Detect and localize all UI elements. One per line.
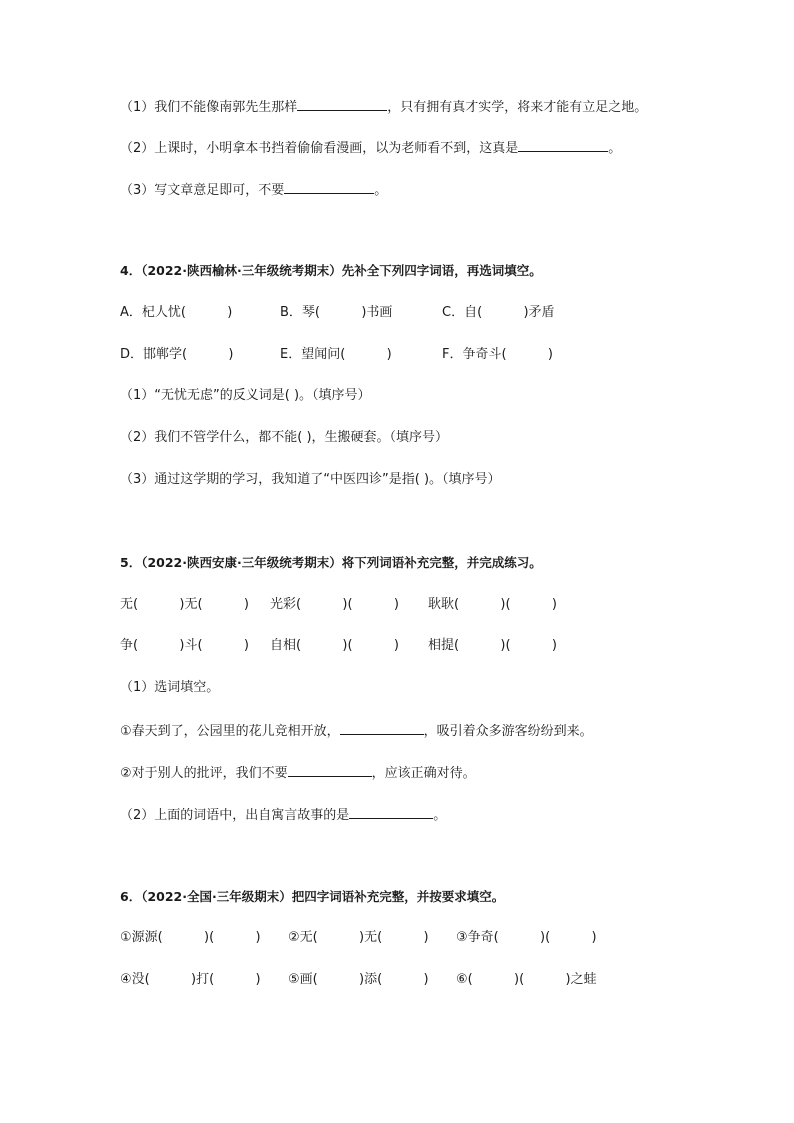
word-item: 自相( )( ) xyxy=(270,638,399,653)
q5-sub-2-text-b: 。 xyxy=(433,808,447,823)
q5-words-row-1 xyxy=(120,596,754,614)
q3-item-3-text-a: （3）写文章意足即可，不要 xyxy=(120,183,285,198)
q3-item-2-text-a: （2）上课时，小明拿本书挡着偷偷看漫画，以为老师看不到，这真是 xyxy=(120,141,519,156)
q4-sub-1: （1）“无忧无虑”的反义词是( )。（填序号） xyxy=(120,388,371,403)
q6-words-row-1 xyxy=(120,929,754,947)
q5-words-row-2 xyxy=(120,637,754,655)
answer-blank[interactable] xyxy=(349,805,433,819)
option-c: C．自( )矛盾 xyxy=(442,305,555,320)
q4-heading: 4．（2022·陕西榆林·三年级统考期末）先补全下列四字词语，再选词填空。 xyxy=(120,263,542,278)
q5-fill-2 xyxy=(120,763,754,783)
q5-fill-1-text-b: ，吸引着众多游客纷纷到来。 xyxy=(423,724,593,739)
q3-item-1-text-b: ，只有拥有真才实学，将来才能有立足之地。 xyxy=(387,100,648,115)
q3-item-2-text-b: 。 xyxy=(608,141,622,156)
answer-blank[interactable] xyxy=(340,721,424,735)
q5-fill-1 xyxy=(120,721,754,741)
q5-sub-2-text-a: （2）上面的词语中，出自寓言故事的是 xyxy=(120,808,350,823)
q4-options-row-2 xyxy=(120,346,754,364)
q5-sub-1: （1）选词填空。 xyxy=(120,680,220,695)
q5-fill-1-text-a: ①春天到了，公园里的花儿竞相开放， xyxy=(120,724,340,739)
word-item: ②无( )无( ) xyxy=(288,930,429,945)
word-item: 无( )无( ) xyxy=(120,597,249,612)
q6-heading: 6．（2022·全国·三年级期末）把四字词语补充完整，并按要求填空。 xyxy=(120,889,505,904)
answer-blank[interactable] xyxy=(288,763,372,777)
q3-item-3 xyxy=(120,180,754,200)
word-item: 耿耿( )( ) xyxy=(428,597,557,612)
answer-blank[interactable] xyxy=(284,180,374,194)
q4-sub-2: （2）我们不管学什么，都不能( )，生搬硬套。（填序号） xyxy=(120,430,449,445)
q5-fill-2-text-a: ②对于别人的批评，我们不要 xyxy=(120,766,288,781)
option-a: A．杞人忧( ) xyxy=(120,305,233,320)
word-item: 相提( )( ) xyxy=(428,638,557,653)
word-item: ⑤画( )添( ) xyxy=(288,972,429,987)
word-item: ④没( )打( ) xyxy=(120,972,261,987)
q6-words-row-2 xyxy=(120,971,754,989)
option-f: F．争奇斗( ) xyxy=(442,347,553,362)
q3-item-1 xyxy=(120,97,754,117)
word-item: 争( )斗( ) xyxy=(120,638,249,653)
option-b: B．琴( )书画 xyxy=(280,305,393,320)
word-item: 光彩( )( ) xyxy=(270,597,399,612)
answer-blank[interactable] xyxy=(518,138,608,152)
q5-heading: 5．（2022·陕西安康·三年级统考期末）将下列词语补充完整，并完成练习。 xyxy=(120,555,542,570)
option-d: D．邯郸学( ) xyxy=(120,347,234,362)
q3-item-2 xyxy=(120,138,754,158)
answer-blank[interactable] xyxy=(297,97,387,111)
option-e: E．望闻问( ) xyxy=(280,347,392,362)
q4-sub-3: （3）通过这学期的学习，我知道了“中医四诊”是指( )。（填序号） xyxy=(120,472,501,487)
q5-fill-2-text-b: ，应该正确对待。 xyxy=(371,766,476,781)
q3-item-1-text-a: （1）我们不能像南郭先生那样 xyxy=(120,100,298,115)
word-item: ③争奇( )( ) xyxy=(456,930,597,945)
word-item: ⑥( )( )之蛙 xyxy=(456,972,597,987)
q5-sub-2 xyxy=(120,805,754,825)
word-item: ①源源( )( ) xyxy=(120,930,261,945)
q3-item-3-text-b: 。 xyxy=(374,183,388,198)
q4-options-row-1 xyxy=(120,304,754,322)
